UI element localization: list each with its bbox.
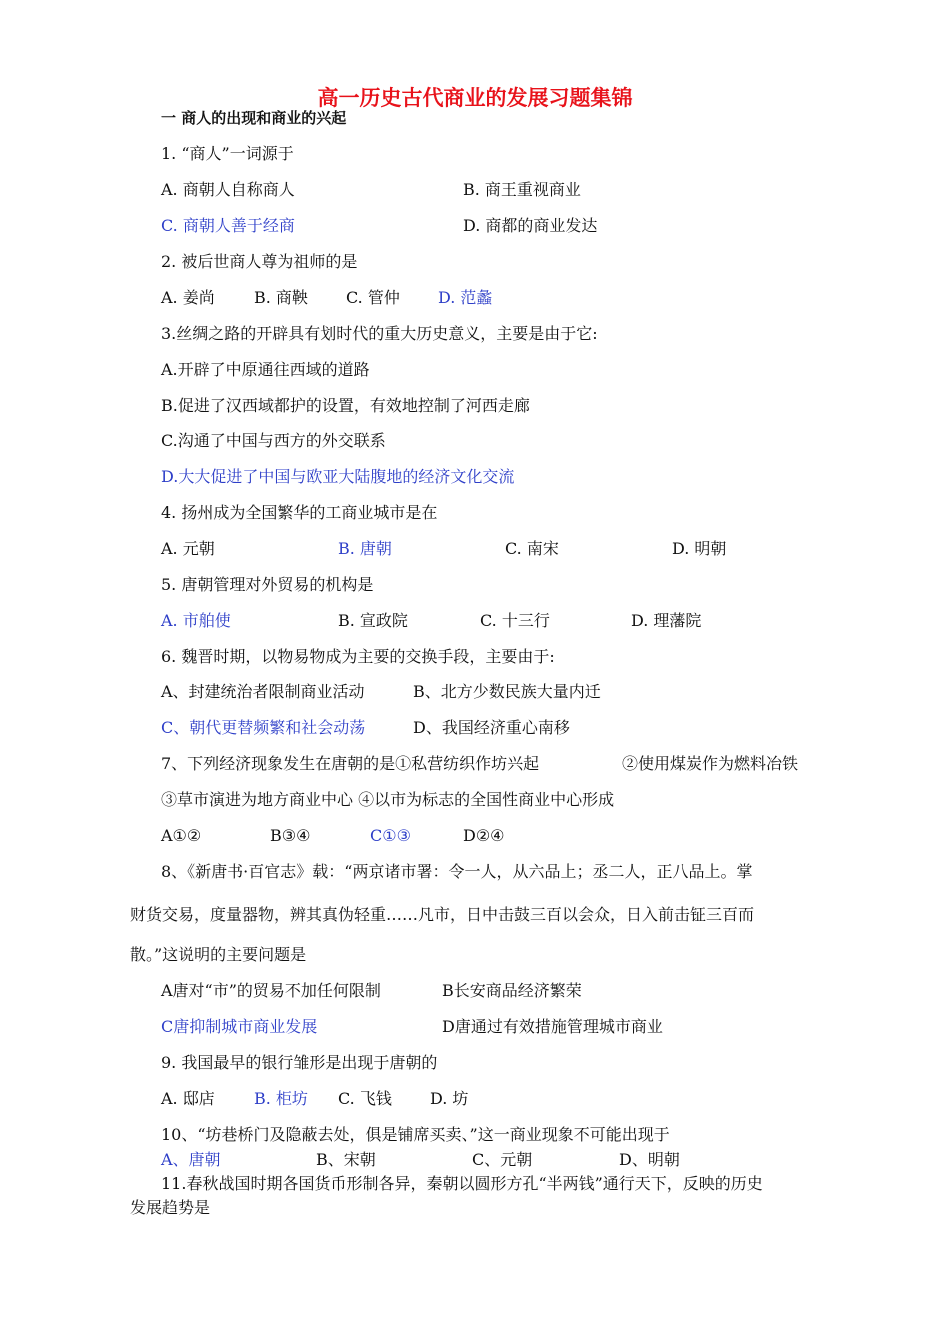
q6-stem: 6. 魏晋时期，以物易物成为主要的交换手段，主要由于:: [161, 647, 555, 666]
q3-option-b: B.促进了汉西域都护的设置，有效地控制了河西走廊: [161, 396, 530, 415]
q8-option-b: B长安商品经济繁荣: [442, 981, 582, 1000]
q4-option-a: A. 元朝: [161, 539, 215, 558]
q5-stem: 5. 唐朝管理对外贸易的机构是: [161, 575, 374, 594]
q8-option-a: A唐对“市”的贸易不加任何限制: [161, 981, 381, 1000]
q4-option-d: D. 明朝: [672, 539, 727, 558]
q2-stem: 2. 被后世商人尊为祖师的是: [161, 252, 358, 271]
q6-option-d: D、我国经济重心南移: [413, 718, 570, 737]
q11-stem-line1: 11.春秋战国时期各国货币形制各异，秦朝以圆形方孔“半两钱”通行天下，反映的历史: [161, 1174, 763, 1193]
q9-option-d: D. 坊: [430, 1089, 469, 1108]
q4-option-b-answer: B. 唐朝: [338, 539, 392, 558]
q4-stem: 4. 扬州成为全国繁华的工商业城市是在: [161, 503, 438, 522]
q5-option-a-answer: A. 市舶使: [161, 611, 231, 630]
q3-stem: 3.丝绸之路的开辟具有划时代的重大历史意义，主要是由于它:: [161, 324, 598, 343]
q10-option-d: D、明朝: [619, 1150, 680, 1169]
section-heading: 一 商人的出现和商业的兴起: [161, 109, 347, 127]
q8-stem-line3: 散。”这说明的主要问题是: [130, 945, 307, 964]
q9-option-b-answer: B. 柜坊: [254, 1089, 308, 1108]
q6-option-c-answer: C、朝代更替频繁和社会动荡: [161, 718, 366, 737]
q10-option-b: B、宋朝: [316, 1150, 376, 1169]
q1-stem: 1. “商人”一词源于: [161, 144, 294, 163]
q6-option-b: B、北方少数民族大量内迁: [413, 682, 601, 701]
q3-option-a: A.开辟了中原通往西域的道路: [161, 360, 370, 379]
page-title: 高一历史古代商业的发展习题集锦: [317, 86, 633, 110]
q8-stem-line2: 财货交易，度量器物，辨其真伪轻重……凡市，日中击鼓三百以会众，日入前击钲三百而: [130, 905, 755, 924]
q7-option-b: B③④: [270, 826, 311, 845]
q7-option-c-answer: C①③: [370, 826, 411, 845]
q5-option-c: C. 十三行: [480, 611, 550, 630]
q1-option-a: A. 商朝人自称商人: [161, 180, 295, 199]
q7-stem-line1: 7、下列经济现象发生在唐朝的是①私营纺织作坊兴起: [161, 754, 540, 773]
q7-option-d: D②④: [463, 826, 505, 845]
q1-option-c-answer: C. 商朝人善于经商: [161, 216, 295, 235]
q2-option-b: B. 商鞅: [254, 288, 308, 307]
q9-option-c: C. 飞钱: [338, 1089, 392, 1108]
q3-option-d-answer: D.大大促进了中国与欧亚大陆腹地的经济文化交流: [161, 467, 515, 486]
q8-option-d: D唐通过有效措施管理城市商业: [442, 1017, 663, 1036]
q1-option-d: D. 商都的商业发达: [463, 216, 598, 235]
q1-option-b: B. 商王重视商业: [463, 180, 581, 199]
q8-stem-line1: 8、《新唐书·百官志》载：“两京诸市署：令一人，从六品上；丞二人，正八品上。掌: [161, 862, 753, 881]
q2-option-a: A. 姜尚: [161, 288, 215, 307]
q11-stem-line2: 发展趋势是: [130, 1198, 211, 1217]
q10-option-c: C、元朝: [472, 1150, 533, 1169]
q2-option-c: C. 管仲: [346, 288, 400, 307]
q2-option-d-answer: D. 范蠡: [438, 288, 493, 307]
q7-stem-line2: ③草市演进为地方商业中心 ④以市为标志的全国性商业中心形成: [161, 790, 615, 809]
q7-stem-line1-item2: ②使用煤炭作为燃料冶铁: [622, 754, 799, 773]
q9-option-a: A. 邸店: [161, 1089, 215, 1108]
q5-option-b: B. 宣政院: [338, 611, 408, 630]
q4-option-c: C. 南宋: [505, 539, 559, 558]
q10-stem: 10、“坊巷桥门及隐蔽去处，俱是铺席买卖、”这一商业现象不可能出现于: [161, 1125, 670, 1144]
q7-option-a: A①②: [161, 826, 202, 845]
q8-option-c-answer: C唐抑制城市商业发展: [161, 1017, 318, 1036]
q6-option-a: A、封建统治者限制商业活动: [161, 682, 365, 701]
q10-option-a-answer: A、唐朝: [161, 1150, 221, 1169]
q5-option-d: D. 理藩院: [631, 611, 702, 630]
q9-stem: 9. 我国最早的银行雏形是出现于唐朝的: [161, 1053, 438, 1072]
q3-option-c: C.沟通了中国与西方的外交联系: [161, 431, 386, 450]
